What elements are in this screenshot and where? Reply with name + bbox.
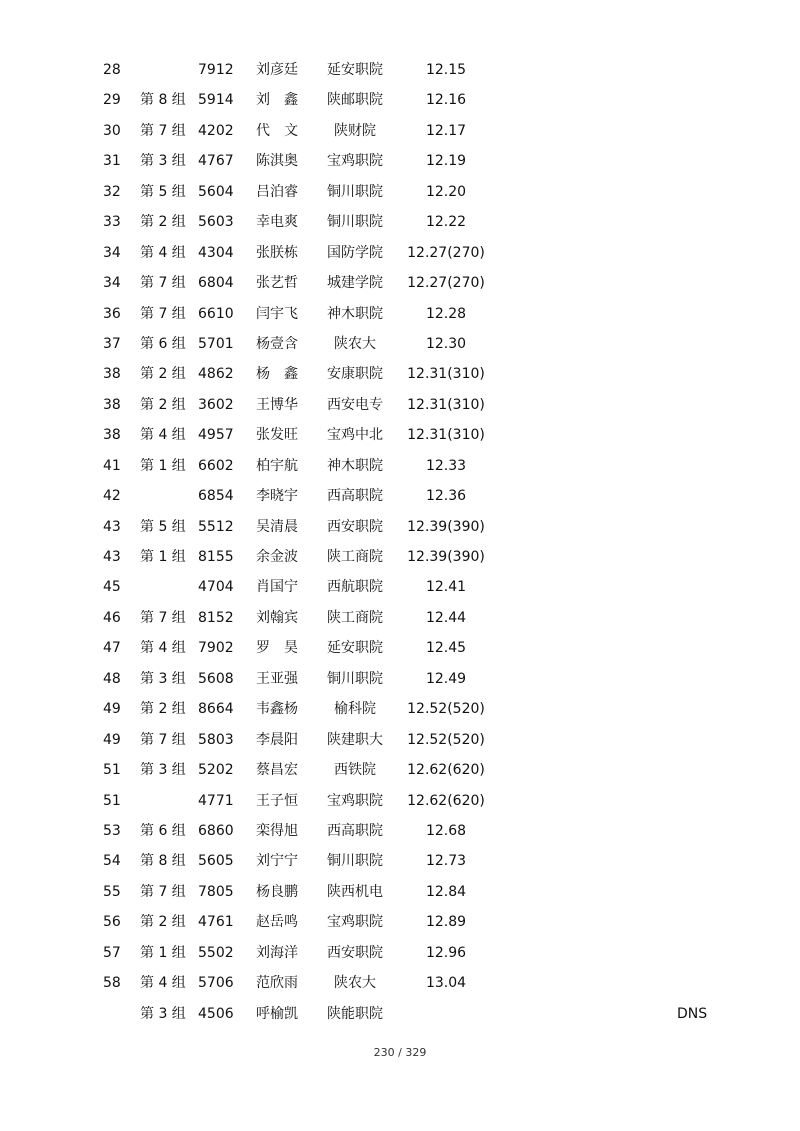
bib-number-cell: 4771 [198, 792, 234, 809]
result-cell: 12.33 [425, 457, 467, 474]
result-cell: 12.39(390) [407, 549, 485, 565]
school-cell: 宝鸡中北 [327, 427, 383, 444]
bib-number-cell: 4862 [198, 366, 234, 383]
athlete-name-cell: 栾得旭 [256, 822, 298, 839]
rank-cell: 56 [103, 914, 121, 931]
table-row [0, 725, 800, 755]
school-cell: 陕西机电 [327, 883, 383, 900]
athlete-name-cell: 赵岳鸣 [256, 914, 298, 931]
table-row [0, 85, 800, 115]
table-row [0, 968, 800, 998]
bib-number-cell: 5604 [198, 183, 234, 200]
school-cell: 神木职院 [327, 457, 383, 474]
group-cell: 第 7 组 [140, 883, 186, 900]
rank-cell: 51 [103, 792, 121, 809]
athlete-name-cell: 刘翰宾 [256, 609, 298, 626]
bib-number-cell: 8155 [198, 549, 234, 565]
bib-number-cell: 5605 [198, 853, 234, 870]
result-cell: 12.31(310) [407, 427, 485, 444]
rank-cell: 45 [103, 579, 121, 596]
group-cell: 第 8 组 [140, 92, 186, 109]
result-cell: 12.41 [425, 579, 467, 596]
bib-number-cell: 5701 [198, 335, 234, 352]
result-cell: 12.30 [425, 335, 467, 352]
athlete-name-cell: 杨 鑫 [256, 366, 298, 383]
group-cell: 第 7 组 [140, 609, 186, 626]
result-cell: 12.39(390) [407, 518, 485, 535]
group-cell: 第 3 组 [140, 670, 186, 687]
school-cell: 陕邮职院 [327, 92, 383, 109]
rank-cell: 36 [103, 305, 121, 322]
athlete-name-cell: 蔡昌宏 [256, 762, 298, 779]
school-cell: 榆科院 [334, 701, 376, 718]
bib-number-cell: 5608 [198, 670, 234, 687]
bib-number-cell: 4304 [198, 244, 234, 261]
rank-cell: 55 [103, 883, 121, 900]
athlete-name-cell: 陈淇奥 [256, 153, 298, 170]
rank-cell: 30 [103, 122, 121, 139]
athlete-name-cell: 余金波 [256, 549, 298, 565]
bib-number-cell: 4761 [198, 914, 234, 931]
bib-number-cell: 5512 [198, 518, 234, 535]
group-cell: 第 6 组 [140, 822, 186, 839]
table-row [0, 907, 800, 937]
result-cell: 12.22 [425, 214, 467, 231]
result-cell: 12.89 [425, 914, 467, 931]
result-cell: 12.17 [425, 122, 467, 139]
athlete-name-cell: 王亚强 [256, 670, 298, 687]
bib-number-cell: 6804 [198, 275, 234, 292]
group-cell: 第 2 组 [140, 366, 186, 383]
group-cell: 第 4 组 [140, 975, 186, 992]
table-row [0, 512, 800, 542]
rank-cell: 42 [103, 488, 121, 505]
result-cell: 12.52(520) [407, 701, 485, 718]
bib-number-cell: 8152 [198, 609, 234, 626]
athlete-name-cell: 吴清晨 [256, 518, 298, 535]
group-cell: 第 5 组 [140, 183, 186, 200]
school-cell: 陕能职院 [327, 1005, 383, 1022]
athlete-name-cell: 吕泊睿 [256, 183, 298, 200]
bib-number-cell: 4957 [198, 427, 234, 444]
result-cell: 12.20 [425, 183, 467, 200]
group-cell: 第 8 组 [140, 853, 186, 870]
result-cell: 12.31(310) [407, 366, 485, 383]
rank-cell: 57 [103, 944, 121, 961]
bib-number-cell: 6610 [198, 305, 234, 322]
rank-cell: 28 [103, 62, 121, 78]
results-table [0, 55, 800, 1029]
rank-cell: 48 [103, 670, 121, 687]
rank-cell: 43 [103, 549, 121, 565]
school-cell: 陕农大 [334, 975, 376, 992]
table-row [0, 481, 800, 511]
table-row [0, 633, 800, 663]
group-cell: 第 1 组 [140, 457, 186, 474]
athlete-name-cell: 刘海洋 [256, 944, 298, 961]
school-cell: 陕建职大 [327, 731, 383, 748]
table-row [0, 116, 800, 146]
result-cell: 12.49 [425, 670, 467, 687]
result-cell: 13.04 [425, 975, 467, 992]
table-row [0, 329, 800, 359]
athlete-name-cell: 杨壹含 [256, 335, 298, 352]
table-row [0, 451, 800, 481]
rank-cell: 38 [103, 396, 121, 413]
result-cell: 12.27(270) [407, 244, 485, 261]
rank-cell: 34 [103, 244, 121, 261]
athlete-name-cell: 柏宇航 [256, 457, 298, 474]
group-cell: 第 4 组 [140, 640, 186, 657]
rank-cell: 54 [103, 853, 121, 870]
table-row [0, 359, 800, 389]
table-row [0, 786, 800, 816]
result-cell: 12.44 [425, 609, 467, 626]
table-row [0, 146, 800, 176]
bib-number-cell: 4767 [198, 153, 234, 170]
result-cell: 12.62(620) [407, 762, 485, 779]
table-row [0, 207, 800, 237]
rank-cell: 53 [103, 822, 121, 839]
result-cell: 12.84 [425, 883, 467, 900]
group-cell: 第 7 组 [140, 305, 186, 322]
school-cell: 铜川职院 [327, 853, 383, 870]
bib-number-cell: 7912 [198, 62, 234, 78]
school-cell: 安康职院 [327, 366, 383, 383]
result-cell: 12.96 [425, 944, 467, 961]
result-cell: 12.62(620) [407, 792, 485, 809]
athlete-name-cell: 王子恒 [256, 792, 298, 809]
athlete-name-cell: 刘 鑫 [256, 92, 298, 109]
school-cell: 宝鸡职院 [327, 914, 383, 931]
table-row [0, 755, 800, 785]
school-cell: 西高职院 [327, 822, 383, 839]
school-cell: 铜川职院 [327, 214, 383, 231]
athlete-name-cell: 闫宇飞 [256, 305, 298, 322]
rank-cell: 33 [103, 214, 121, 231]
school-cell: 陕财院 [334, 122, 376, 139]
athlete-name-cell: 韦鑫杨 [256, 701, 298, 718]
group-cell: 第 7 组 [140, 122, 186, 139]
rank-cell: 37 [103, 335, 121, 352]
result-cell: 12.16 [425, 92, 467, 109]
bib-number-cell: 4202 [198, 122, 234, 139]
rank-cell: 31 [103, 153, 121, 170]
group-cell: 第 7 组 [140, 731, 186, 748]
athlete-name-cell: 王博华 [256, 396, 298, 413]
table-row [0, 664, 800, 694]
bib-number-cell: 7805 [198, 883, 234, 900]
group-cell: 第 1 组 [140, 549, 186, 565]
bib-number-cell: 4704 [198, 579, 234, 596]
result-cell: 12.28 [425, 305, 467, 322]
rank-cell: 47 [103, 640, 121, 657]
rank-cell: 51 [103, 762, 121, 779]
result-cell: 12.52(520) [407, 731, 485, 748]
rank-cell: 38 [103, 427, 121, 444]
group-cell: 第 6 组 [140, 335, 186, 352]
school-cell: 陕工商院 [327, 549, 383, 565]
rank-cell: 58 [103, 975, 121, 992]
school-cell: 国防学院 [327, 244, 383, 261]
group-cell: 第 3 组 [140, 762, 186, 779]
result-cell: 12.68 [425, 822, 467, 839]
table-row [0, 694, 800, 724]
rank-cell: 29 [103, 92, 121, 109]
table-row [0, 390, 800, 420]
rank-cell: 46 [103, 609, 121, 626]
result-cell: 12.31(310) [407, 396, 485, 413]
result-cell: 12.73 [425, 853, 467, 870]
rank-cell: 34 [103, 275, 121, 292]
bib-number-cell: 8664 [198, 701, 234, 718]
bib-number-cell: 6602 [198, 457, 234, 474]
group-cell: 第 1 组 [140, 944, 186, 961]
result-cell: 12.19 [425, 153, 467, 170]
school-cell: 延安职院 [327, 62, 383, 78]
table-row [0, 816, 800, 846]
athlete-name-cell: 刘彦廷 [256, 62, 298, 78]
table-row [0, 572, 800, 602]
athlete-name-cell: 张朕栋 [256, 244, 298, 261]
bib-number-cell: 5914 [198, 92, 234, 109]
rank-cell: 49 [103, 701, 121, 718]
school-cell: 铜川职院 [327, 183, 383, 200]
athlete-name-cell: 代 文 [256, 122, 298, 139]
group-cell: 第 2 组 [140, 396, 186, 413]
athlete-name-cell: 幸电爽 [256, 214, 298, 231]
school-cell: 西高职院 [327, 488, 383, 505]
result-cell: 12.15 [425, 62, 467, 78]
school-cell: 西安职院 [327, 518, 383, 535]
group-cell: 第 2 组 [140, 914, 186, 931]
school-cell: 西航职院 [327, 579, 383, 596]
note-cell: DNS [677, 1005, 708, 1022]
school-cell: 陕农大 [334, 335, 376, 352]
bib-number-cell: 5603 [198, 214, 234, 231]
school-cell: 神木职院 [327, 305, 383, 322]
athlete-name-cell: 李晨阳 [256, 731, 298, 748]
athlete-name-cell: 李晓宇 [256, 488, 298, 505]
group-cell: 第 4 组 [140, 427, 186, 444]
athlete-name-cell: 刘宁宁 [256, 853, 298, 870]
rank-cell: 41 [103, 457, 121, 474]
school-cell: 宝鸡职院 [327, 792, 383, 809]
athlete-name-cell: 张艺哲 [256, 275, 298, 292]
bib-number-cell: 5202 [198, 762, 234, 779]
school-cell: 城建学院 [327, 275, 383, 292]
school-cell: 铜川职院 [327, 670, 383, 687]
school-cell: 宝鸡职院 [327, 153, 383, 170]
table-row [0, 999, 800, 1029]
table-row [0, 603, 800, 633]
table-row [0, 846, 800, 876]
result-cell: 12.36 [425, 488, 467, 505]
group-cell: 第 2 组 [140, 701, 186, 718]
school-cell: 西铁院 [334, 762, 376, 779]
result-cell: 12.45 [425, 640, 467, 657]
bib-number-cell: 5502 [198, 944, 234, 961]
bib-number-cell: 6854 [198, 488, 234, 505]
table-row [0, 55, 800, 85]
table-row [0, 177, 800, 207]
table-row [0, 938, 800, 968]
bib-number-cell: 6860 [198, 822, 234, 839]
result-cell: 12.27(270) [407, 275, 485, 292]
athlete-name-cell: 范欣雨 [256, 975, 298, 992]
group-cell: 第 4 组 [140, 244, 186, 261]
athlete-name-cell: 杨良鹏 [256, 883, 298, 900]
bib-number-cell: 5706 [198, 975, 234, 992]
table-row [0, 299, 800, 329]
table-row [0, 420, 800, 450]
bib-number-cell: 4506 [198, 1005, 234, 1022]
group-cell: 第 2 组 [140, 214, 186, 231]
bib-number-cell: 5803 [198, 731, 234, 748]
group-cell: 第 3 组 [140, 1005, 186, 1022]
group-cell: 第 3 组 [140, 153, 186, 170]
rank-cell: 43 [103, 518, 121, 535]
table-row [0, 542, 800, 572]
rank-cell: 49 [103, 731, 121, 748]
athlete-name-cell: 罗 昊 [256, 640, 298, 657]
group-cell: 第 5 组 [140, 518, 186, 535]
rank-cell: 38 [103, 366, 121, 383]
page-number: 230 / 329 [373, 1046, 427, 1059]
school-cell: 西安职院 [327, 944, 383, 961]
bib-number-cell: 3602 [198, 396, 234, 413]
athlete-name-cell: 张发旺 [256, 427, 298, 444]
table-row [0, 238, 800, 268]
athlete-name-cell: 呼榆凯 [256, 1005, 298, 1022]
school-cell: 延安职院 [327, 640, 383, 657]
school-cell: 陕工商院 [327, 609, 383, 626]
table-row [0, 877, 800, 907]
school-cell: 西安电专 [327, 396, 383, 413]
rank-cell: 32 [103, 183, 121, 200]
athlete-name-cell: 肖国宁 [256, 579, 298, 596]
bib-number-cell: 7902 [198, 640, 234, 657]
table-row [0, 268, 800, 298]
group-cell: 第 7 组 [140, 275, 186, 292]
